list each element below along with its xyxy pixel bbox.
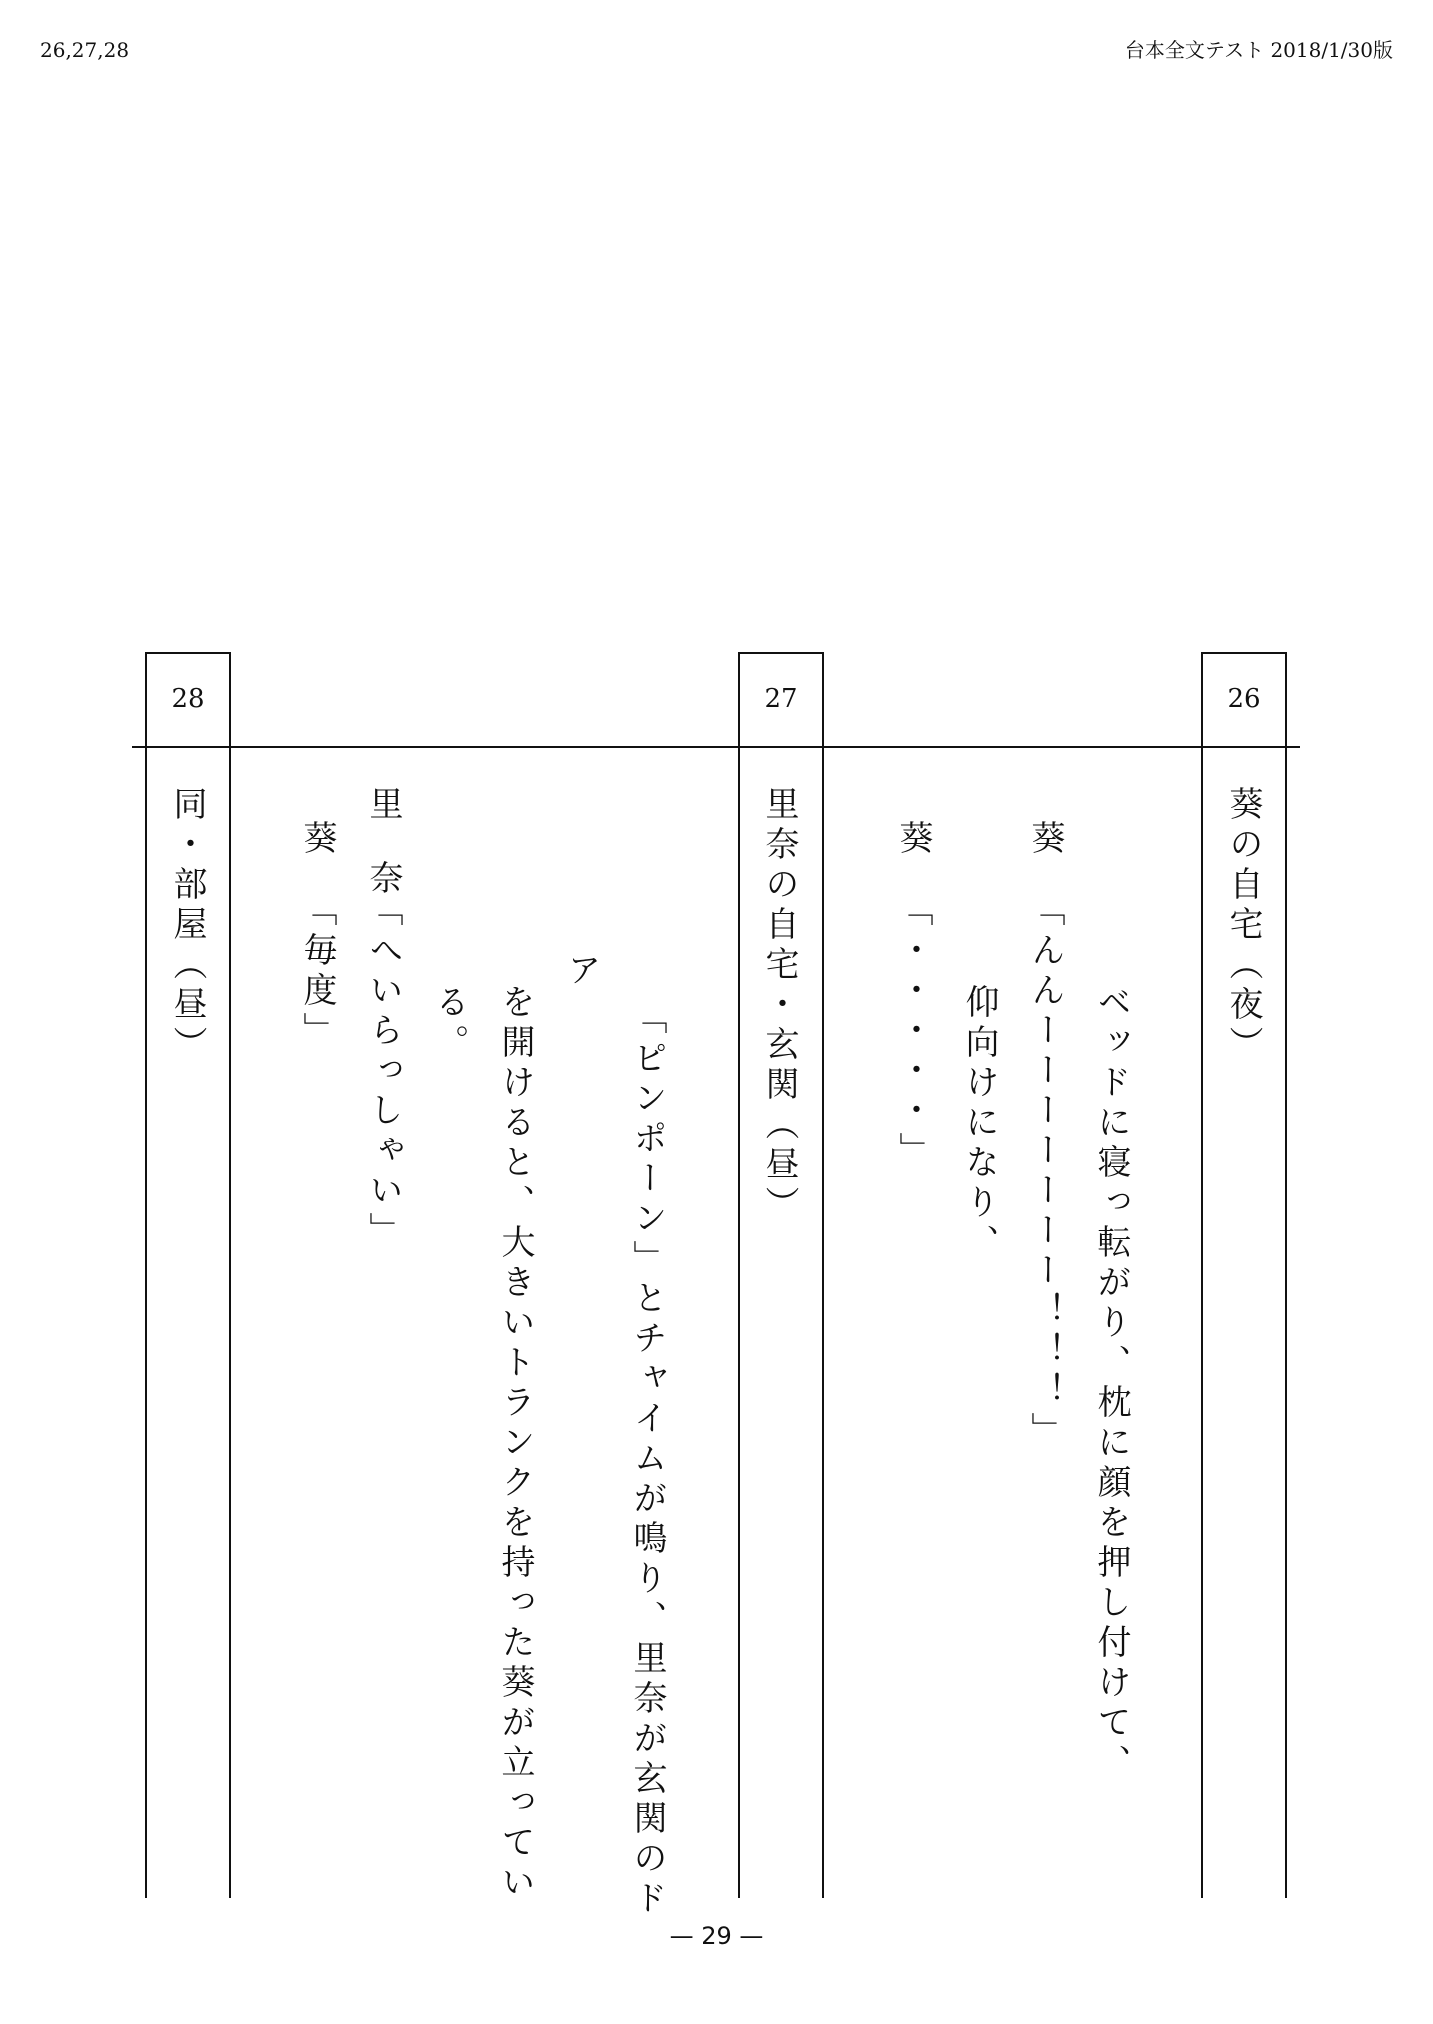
- table-rule: [132, 746, 1300, 748]
- box-28-right: [229, 652, 231, 1898]
- scene-26-dialogue-2: 「・・・・・」: [893, 892, 933, 1172]
- scene-27-dialogue-1: 「へいらっしゃい」: [363, 892, 403, 1252]
- scene-27-speaker-2: 葵: [297, 820, 337, 860]
- scene-27-action-1: 「ピンポーン」とチャイムが鳴り、里奈が玄関のド: [627, 1000, 667, 1920]
- scene-26-heading: 葵の自宅（夜）: [1223, 786, 1263, 1066]
- scene-26-action-2: 仰向けになり、: [959, 984, 999, 1264]
- scene-27-action-2: を開けると、大きいトランクを持った葵が立ってい: [495, 984, 535, 1904]
- box-26-right: [1285, 652, 1287, 1898]
- scene-number-26: 26: [1227, 684, 1261, 714]
- scene-number-27: 27: [764, 684, 798, 714]
- header-scene-list: 26,27,28: [40, 38, 130, 62]
- scene-27-action-2-wrap: る。: [429, 984, 469, 1064]
- scene-27-speaker-1: 里奈: [363, 786, 403, 934]
- box-26-left: [1201, 652, 1203, 1898]
- scene-27-action-1-wrap: ア: [561, 952, 601, 992]
- scene-number-28: 28: [171, 684, 205, 714]
- page-number: — 29 —: [669, 1922, 764, 1950]
- box-28-left: [145, 652, 147, 1898]
- scene-26-speaker-2: 葵: [893, 820, 933, 860]
- scene-26-dialogue-1: 「んんーーーーーーー！！！」: [1025, 892, 1065, 1452]
- box-27-right: [822, 652, 824, 1898]
- scene-26-speaker-1: 葵: [1025, 820, 1065, 860]
- scene-26-action-1: ベッドに寝っ転がり、枕に顔を押し付けて、: [1091, 984, 1131, 1784]
- scene-27-dialogue-2: 「毎度」: [297, 892, 337, 1052]
- scene-27-heading: 里奈の自宅・玄関（昼）: [759, 786, 799, 1226]
- scene-28-heading: 同・部屋（昼）: [167, 786, 207, 1066]
- box-27-left: [738, 652, 740, 1898]
- header-edition: 台本全文テスト 2018/1/30版: [1124, 38, 1393, 62]
